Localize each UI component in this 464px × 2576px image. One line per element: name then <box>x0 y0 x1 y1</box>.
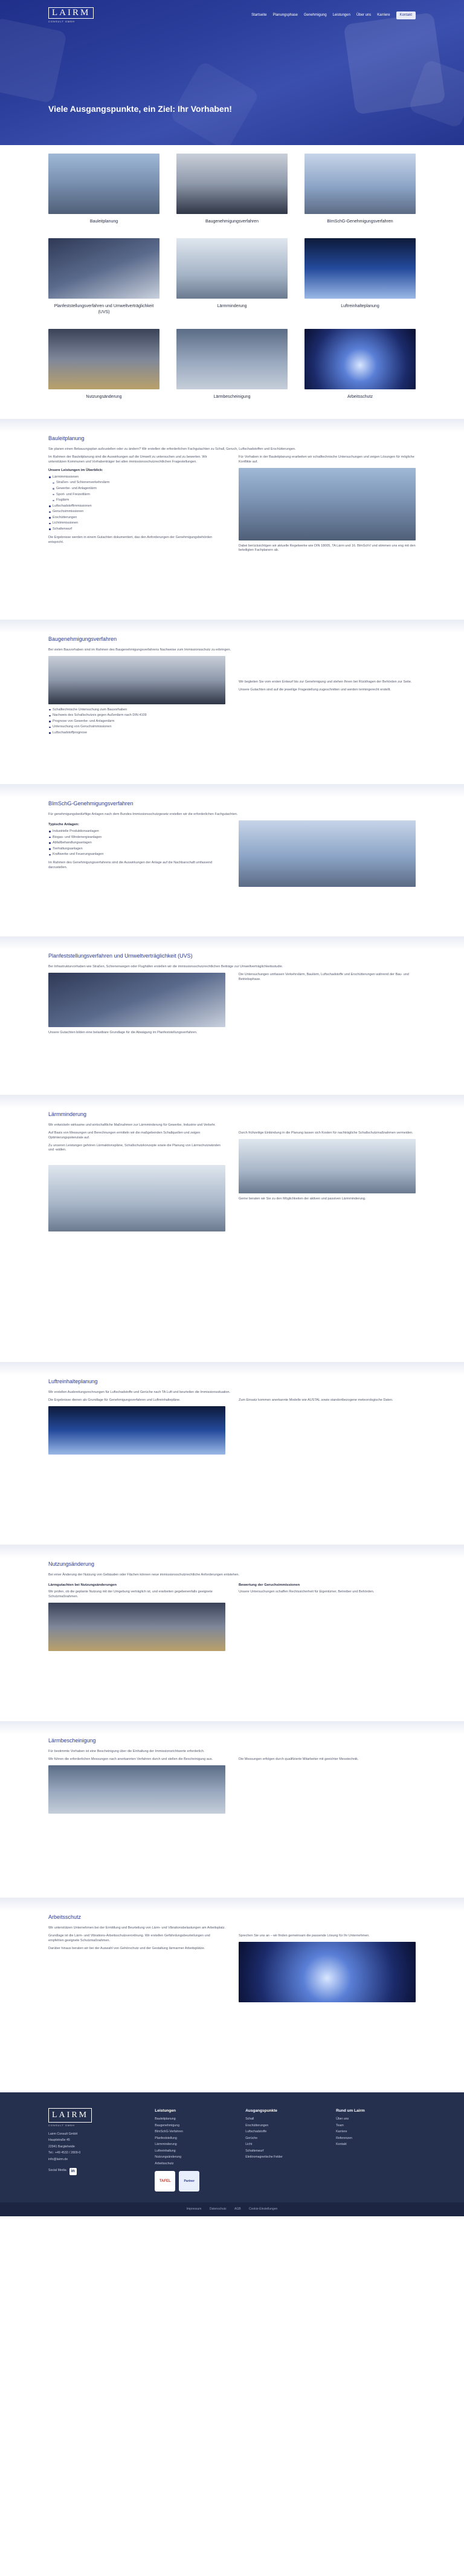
list-item: Luftschadstoffimmissionen <box>48 504 225 509</box>
tile-image <box>304 329 416 389</box>
section-divider <box>0 1898 464 1911</box>
footer <box>0 2092 464 2203</box>
section-bauleitplanung <box>0 432 464 620</box>
tile-label: Baugenehmigungsverfahren <box>205 219 259 224</box>
tile-image <box>176 154 288 214</box>
section-paragraph: Sprechen Sie uns an – wir finden gemeinsam die passende Lösung für Ihr Unternehmen. <box>239 1933 370 1938</box>
section-divider <box>0 784 464 797</box>
footer-column-title: Leistungen <box>155 2108 176 2113</box>
footer-link[interactable]: Luftschadstoffe <box>245 2130 267 2134</box>
section-divider <box>0 1095 464 1108</box>
tile-luftreinhaltung[interactable] <box>304 238 416 316</box>
phone-link[interactable]: Tel.: +49 4532 / 2809-0 <box>48 2151 81 2155</box>
section-photo <box>48 656 225 704</box>
footer-link[interactable]: Über uns <box>336 2117 349 2121</box>
list-item: Gewerbe- und Anlagenlärm <box>48 487 225 492</box>
section-divider <box>0 620 464 633</box>
footer-link[interactable]: Baugenehmigung <box>155 2123 179 2127</box>
nav-item-leistungen[interactable]: Leistungen <box>332 13 350 18</box>
section-title: Lärmbescheinigung <box>48 1737 96 1744</box>
tile-grid <box>48 154 416 401</box>
section-photo <box>239 468 416 540</box>
terms-link[interactable]: AGB <box>234 2207 241 2211</box>
section-title: BImSchG-Genehmigungsverfahren <box>48 800 134 806</box>
list-item: Nachweis des Schallschutzes gegen Außenlärm nach DIN 4109 <box>48 713 225 718</box>
footer-link[interactable]: Karriere <box>336 2130 347 2134</box>
tile-label: Lärmminderung <box>217 304 247 309</box>
top-bar <box>48 7 416 24</box>
section-photo <box>239 1139 416 1193</box>
nav-item-genehmigung[interactable]: Genehmigung <box>303 13 327 18</box>
section-intro: Wir unterstützen Unternehmen bei der Ermittlung und Beurteilung von Lärm- und Vibrationsbelastungen am Arbeitsplatz. <box>48 1926 226 1930</box>
main-nav <box>251 11 416 19</box>
section-divider <box>0 1545 464 1558</box>
partner-badges <box>155 2171 234 2192</box>
section-paragraph: Für Vorhaben in der Bauleitplanung erarbeiten wir schalltechnische Untersuchungen und zeigen Lösungen für mögliche Konflikte auf. <box>239 455 414 464</box>
footer-link[interactable]: Team <box>336 2123 344 2127</box>
footer-tagline: CONSULT GMBH <box>48 2123 75 2127</box>
footer-column-leistungen <box>155 2108 234 2192</box>
section-photo <box>48 1165 225 1231</box>
nav-item-planung[interactable]: Planungsphase <box>272 13 298 18</box>
section-arbeitsschutz <box>0 1911 464 2092</box>
list-item: Straßen- und Schienenverkehrslärm <box>48 481 225 485</box>
nav-item-karriere[interactable]: Karriere <box>377 13 390 18</box>
tafel-badge: TAFEL <box>155 2171 175 2192</box>
section-laermbescheinigung <box>0 1734 464 1898</box>
section-intro: Für bestimmte Vorhaben ist eine Bescheinigung über die Einhaltung der Immissionsrichtwerte erforderlich. <box>48 1749 205 1753</box>
footer-link[interactable]: Schattenwurf <box>245 2149 264 2153</box>
tile-planfeststellung[interactable] <box>48 238 160 316</box>
list-heading: Unsere Leistungen im Überblick: <box>48 468 103 472</box>
section-paragraph: Unsere Gutachten bilden eine belastbare Grundlage für die Abwägung im Planfeststellungsverfahren. <box>48 1030 198 1034</box>
address-line: Lairm Consult GmbH <box>48 2132 78 2136</box>
section-paragraph: Grundlage ist die Lärm- und Vibrations-Arbeitsschutzverordnung. Wir erstellen Gefährdungsbeurteilungen und empfehlen geeignete Schutzmaßnahmen. <box>48 1933 210 1942</box>
linkedin-icon[interactable]: in <box>69 2168 77 2175</box>
service-list <box>48 829 225 857</box>
tile-label: Luftreinhalteplanung <box>341 304 379 309</box>
tile-image <box>176 329 288 389</box>
tile-image <box>48 238 160 299</box>
section-intro: Sie planen einen Bebauungsplan aufzustellen oder zu ändern? Wir erstellen die erforderlichen Fachgutachten zu Schall, Geruch, Luftschadstoffen und Erschütterungen. <box>48 447 296 451</box>
footer-link[interactable]: Kontakt <box>336 2143 347 2147</box>
footer-link[interactable]: Luftreinhaltung <box>155 2149 176 2153</box>
privacy-link[interactable]: Datenschutz <box>209 2207 227 2211</box>
section-paragraph: Im Rahmen des Genehmigungsverfahrens sind die Auswirkungen der Anlage auf die Nachbarschaft umfassend darzustellen. <box>48 861 213 870</box>
imprint-link[interactable]: Impressum <box>186 2207 202 2211</box>
list-item: Lärmimmissionen <box>48 475 225 480</box>
section-paragraph: Die Untersuchungen umfassen Verkehrslärm, Baulärm, Luftschadstoffe und Erschütterungen während der Bau- und Betriebsphase. <box>239 972 409 981</box>
list-item: Tierhaltungsanlagen <box>48 847 225 852</box>
footer-link[interactable]: Elektromagnetische Felder <box>245 2155 283 2159</box>
section-paragraph: Unsere Untersuchungen schaffen Rechtssicherheit für Eigentümer, Betreiber und Behörden. <box>239 1589 375 1594</box>
footer-logo[interactable]: LAIRM <box>48 2108 92 2123</box>
service-list <box>48 475 225 532</box>
list-item: Untersuchung von Geruchsimmissionen <box>48 725 225 730</box>
footer-link[interactable]: Planfeststellung <box>155 2136 177 2140</box>
list-heading: Typische Anlagen: <box>48 822 79 826</box>
tile-label: BImSchG-Genehmigungsverfahren <box>327 219 393 224</box>
section-photo <box>48 1603 225 1651</box>
nav-item-start[interactable]: Startseite <box>251 13 267 18</box>
list-item: Schalltechnische Untersuchung zum Bauvorhaben <box>48 708 225 713</box>
section-title: Bauleitplanung <box>48 435 85 441</box>
section-photo <box>48 1406 225 1455</box>
list-item: Geruchsimmissionen <box>48 510 225 514</box>
tile-label: Bauleitplanung <box>89 219 118 224</box>
section-laermminderung <box>0 1108 464 1362</box>
tile-image <box>304 154 416 214</box>
tile-baugenehmigung[interactable] <box>176 154 288 225</box>
section-planfeststellung <box>0 950 464 1095</box>
section-intro: Bei Infrastrukturvorhaben wie Straßen, Schienenwegen oder Flughäfen erstellen wir die immissionsschutzrechtlichen Beiträge zur Umweltverträglichkeitsstudie. <box>48 964 283 968</box>
footer-link[interactable]: Bauleitplanung <box>155 2117 176 2121</box>
footer-link[interactable]: Arbeitsschutz <box>155 2161 174 2166</box>
section-paragraph: Auf Basis von Messungen und Berechnungen ermitteln wir die maßgebenden Schallquellen und zeigen Optimierungspotenziale auf. <box>48 1131 201 1140</box>
section-paragraph: Gerne beraten wir Sie zu den Möglichkeiten der aktiven und passiven Lärmminderung. <box>239 1196 366 1201</box>
footer-column-rund-um <box>336 2108 416 2192</box>
tile-bauleitplanung[interactable] <box>48 154 160 225</box>
tile-image <box>304 238 416 299</box>
address-line: 22941 Bargteheide <box>48 2144 75 2149</box>
tile-label: Planfeststellungsverfahren und Umweltverträglichkeit (UVS) <box>54 304 154 315</box>
list-item: Erschütterungen <box>48 516 225 521</box>
section-paragraph: Im Rahmen der Bauleitplanung sind die Auswirkungen auf die Umwelt zu untersuchen und zu bewerten. Wir unterstützen Kommunen und Vorhabenträger bei allen immissionsschutzrechtlichen Fragestellungen. <box>48 455 207 464</box>
sub-heading: Lärmgutachten bei Nutzungsänderungen <box>48 1583 117 1587</box>
tile-image <box>48 154 160 214</box>
tiles-section <box>0 145 464 419</box>
section-divider <box>0 936 464 950</box>
section-intro: Bei vielen Bauvorhaben sind im Rahmen des Baugenehmigungsverfahrens Nachweise zum Immissionsschutz zu erbringen. <box>48 647 231 652</box>
section-title: Luftreinhalteplanung <box>48 1378 98 1384</box>
section-paragraph: Unsere Gutachten sind auf die jeweilige Fragestellung zugeschnitten und werden termingerecht erstellt. <box>239 687 391 692</box>
tile-label: Lärmbescheinigung <box>213 395 251 400</box>
logo-mark: LAIRM <box>48 7 94 19</box>
address-line: Hauptstraße 45 <box>48 2138 70 2143</box>
list-item: Biogas- und Windenergieanlagen <box>48 835 225 840</box>
section-title: Nutzungsänderung <box>48 1560 95 1567</box>
list-item: Kraftwerke und Feuerungsanlagen <box>48 852 225 857</box>
section-paragraph: Durch frühzeitige Einbindung in die Planung lassen sich Kosten für nachträgliche Schallschutzmaßnahmen vermeiden. <box>239 1131 413 1135</box>
footer-brand <box>48 2108 144 2192</box>
section-paragraph: Wir prüfen, ob die geplante Nutzung mit der Umgebung verträglich ist, und erarbeiten gegebenenfalls geeignete Schutzmaßnahmen. <box>48 1589 213 1598</box>
section-paragraph: Die Ergebnisse dienen als Grundlage für Genehmigungsverfahren und Luftreinhaltepläne. <box>48 1398 181 1402</box>
logo-tagline: CONSULT GMBH <box>48 20 75 23</box>
section-title: Arbeitsschutz <box>48 1913 82 1920</box>
tile-laermbescheinigung[interactable] <box>176 329 288 400</box>
tile-nutzungsaenderung[interactable] <box>48 329 160 400</box>
section-divider <box>0 1721 464 1734</box>
partner-badge: Partner <box>179 2171 199 2192</box>
footer-column-title: Rund um Lairm <box>336 2108 365 2113</box>
nav-item-ueber-uns[interactable]: Über uns <box>356 13 372 18</box>
tile-arbeitsschutz[interactable] <box>304 329 416 400</box>
puzzle-decoration <box>0 18 67 103</box>
section-paragraph: Wir begleiten Sie vom ersten Entwurf bis zur Genehmigung und stehen Ihnen bei Rückfragen der Behörden zur Seite. <box>239 680 412 684</box>
section-photo <box>48 1765 225 1814</box>
footer-link[interactable]: Gerüche <box>245 2136 258 2140</box>
section-title: Baugenehmigungsverfahren <box>48 635 117 642</box>
footer-link[interactable]: Nutzungsänderung <box>155 2155 182 2159</box>
tile-image <box>48 329 160 389</box>
footer-column-ausgangspunkte <box>245 2108 325 2192</box>
footer-link[interactable]: Erschütterungen <box>245 2123 269 2127</box>
nav-contact-button[interactable]: Kontakt <box>396 11 416 19</box>
tile-laermminderung[interactable] <box>176 238 288 316</box>
tile-bimschg[interactable] <box>304 154 416 225</box>
section-luftreinhaltung <box>0 1375 464 1545</box>
list-item: Schattenwurf <box>48 527 225 532</box>
footer-link[interactable]: Licht <box>245 2143 253 2147</box>
sub-heading: Bewertung der Geruchsimmissionen <box>239 1583 300 1587</box>
list-item: Lichtimmissionen <box>48 521 225 526</box>
social-media <box>48 2168 144 2175</box>
section-title: Planfeststellungsverfahren und Umweltverträglichkeit (UVS) <box>48 952 193 959</box>
hero-title: Viele Ausgangspunkte, ein Ziel: Ihr Vorhaben! <box>48 104 232 114</box>
section-photo <box>48 973 225 1027</box>
section-intro: Wir erstellen Ausbreitungsrechnungen für Luftschadstoffe und Gerüche nach TA Luft und beurteilen die Immissionssituation. <box>48 1390 231 1394</box>
section-intro: Bei einer Änderung der Nutzung von Gebäuden oder Flächen können neue immissionsschutzrechtliche Anforderungen entstehen. <box>48 1572 240 1577</box>
email-link[interactable]: info@lairm.de <box>48 2157 68 2161</box>
section-paragraph: Die Messungen erfolgen durch qualifizierte Mitarbeiter mit geeichter Messtechnik. <box>239 1757 359 1761</box>
list-item: Luftschadstoffprognose <box>48 731 225 736</box>
footer-link[interactable]: Referenzen <box>336 2136 352 2140</box>
cookie-settings-link[interactable]: Cookie-Einstellungen <box>249 2207 278 2211</box>
footer-link[interactable]: Schall <box>245 2117 254 2121</box>
section-intro: Für genehmigungsbedürftige Anlagen nach dem Bundes-Immissionsschutzgesetz erstellen wir die erforderlichen Fachgutachten. <box>48 812 238 816</box>
footer-address <box>48 2132 144 2162</box>
section-photo <box>239 1942 416 2002</box>
section-nutzungsaenderung <box>0 1558 464 1721</box>
list-item: Abfallbehandlungsanlagen <box>48 841 225 846</box>
section-paragraph: Wir führen die erforderlichen Messungen nach anerkannten Verfahren durch und stellen die Bescheinigung aus. <box>48 1757 213 1761</box>
section-paragraph: Dabei berücksichtigen wir aktuelle Regelwerke wie DIN 18005, TA Lärm und 16. BImSchV und stimmen uns eng mit den beteiligten Fachplanern ab. <box>239 543 416 553</box>
section-paragraph: Darüber hinaus beraten wir bei der Auswahl von Gehörschutz und der Gestaltung lärmarmer Arbeitsplätze. <box>48 1946 205 1950</box>
section-divider <box>0 1362 464 1375</box>
list-item: Industrielle Produktionsanlagen <box>48 829 225 834</box>
section-title: Lärmminderung <box>48 1111 87 1117</box>
section-paragraph: Zu unseren Leistungen gehören Lärmaktionspläne, Schallschutzkonzepte sowie die Planung von Lärmschutzwänden und -wällen. <box>48 1143 221 1152</box>
hero <box>0 0 464 145</box>
tile-label: Nutzungsänderung <box>86 395 122 400</box>
footer-column-title: Ausgangspunkte <box>245 2108 277 2113</box>
section-bimschg <box>0 797 464 936</box>
section-paragraph: Die Ergebnisse werden in einem Gutachten dokumentiert, das den Anforderungen der Genehmigungsbehörden entspricht. <box>48 535 213 544</box>
section-baugenehmigung <box>0 633 464 784</box>
social-label: Social Media <box>48 2169 66 2173</box>
section-paragraph: Zum Einsatz kommen anerkannte Modelle wie AUSTAL sowie standortbezogene meteorologische Daten. <box>239 1398 393 1402</box>
list-item: Sport- und Freizeitlärm <box>48 493 225 498</box>
section-divider <box>0 419 464 432</box>
bottom-bar <box>0 2202 464 2216</box>
section-photo <box>239 820 416 887</box>
service-list <box>48 708 225 736</box>
list-item: Prognose von Gewerbe- und Anlagenlärm <box>48 719 225 724</box>
tile-label: Arbeitsschutz <box>347 395 373 400</box>
list-item: Fluglärm <box>48 498 225 503</box>
tile-image <box>176 238 288 299</box>
section-intro: Wir entwickeln wirksame und wirtschaftliche Maßnahmen zur Lärmminderung für Gewerbe, Industrie und Verkehr. <box>48 1123 216 1127</box>
logo[interactable] <box>48 7 94 24</box>
footer-link[interactable]: BImSchG-Verfahren <box>155 2130 183 2134</box>
footer-link[interactable]: Lärmminderung <box>155 2143 177 2147</box>
